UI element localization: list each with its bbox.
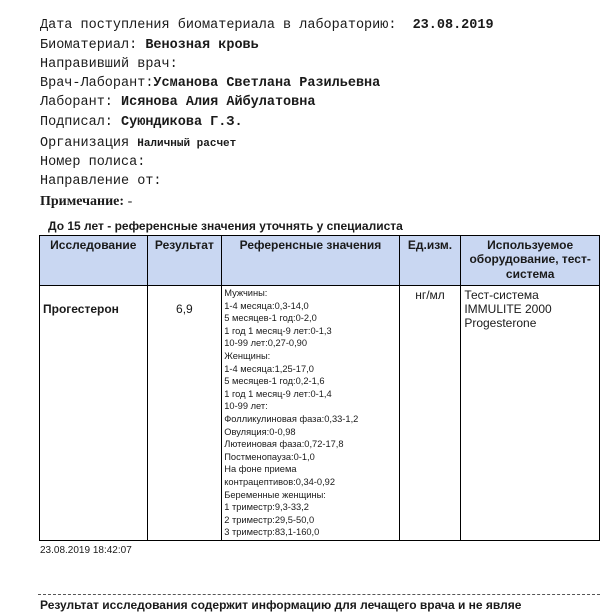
receipt-date-line xyxy=(40,19,494,33)
receipt-date-label: Дата поступления биоматериала в лабораторию: xyxy=(40,18,397,33)
cell-result: 6,9 xyxy=(147,286,222,541)
reference-line: 10-99 лет:0,27-0,90 xyxy=(224,338,308,349)
reference-line: 5 месяцев-1 год:0-2,0 xyxy=(224,313,317,324)
header-test: Исследование xyxy=(40,236,148,286)
direction-label: Направление от: xyxy=(40,174,162,189)
biomaterial-label: Биоматериал: xyxy=(40,38,138,53)
lab-assistant-value: Исянова Алия Айбулатовна xyxy=(121,95,316,110)
organization-line xyxy=(40,137,236,151)
referring-doctor-line xyxy=(40,58,178,72)
biomaterial-value: Венозная кровь xyxy=(145,38,259,53)
table-header-row xyxy=(40,236,600,286)
organization-label: Организация xyxy=(40,136,130,151)
signed-line xyxy=(40,116,243,130)
lab-doctor-label: Врач-Лаборант: xyxy=(40,76,154,91)
note-label: Примечание: xyxy=(40,194,125,209)
table-row xyxy=(40,286,600,541)
reference-line: Беременные женщины: xyxy=(224,489,326,500)
reference-line: 2 триместр:29,5-50,0 xyxy=(224,514,315,525)
reference-line: Постменопауза:0-1,0 xyxy=(224,451,315,462)
header-result: Результат xyxy=(147,236,222,286)
reference-line: 1-4 месяца:1,25-17,0 xyxy=(224,363,314,374)
signed-label: Подписал: xyxy=(40,115,113,130)
organization-value: Наличный расчет xyxy=(137,138,237,150)
reference-line: Мужчины: xyxy=(224,288,268,298)
referring-doctor-label: Направивший врач: xyxy=(40,57,178,72)
footer-disclaimer: Результат исследования содержит информацию для лечащего врача и не являе xyxy=(40,598,522,612)
print-timestamp: 23.08.2019 18:42:07 xyxy=(40,545,132,556)
policy-label: Номер полиса: xyxy=(40,155,146,170)
table-caption: До 15 лет - референсные значения уточнять у специалиста xyxy=(48,219,403,233)
reference-line: 1-4 месяца:0,3-14,0 xyxy=(224,300,309,311)
reference-line: 10-99 лет: xyxy=(224,401,268,412)
reference-line: 1 триместр:9,3-33,2 xyxy=(224,502,309,513)
reference-line: 1 год 1 месяц-9 лет:0-1,3 xyxy=(224,325,332,336)
biomaterial-line xyxy=(40,39,259,53)
reference-line: На фоне приема xyxy=(224,464,297,475)
reference-list xyxy=(224,287,396,539)
reference-line: 1 год 1 месяц-9 лет:0-1,4 xyxy=(224,388,332,399)
lab-assistant-label: Лаборант: xyxy=(40,95,113,110)
cell-equipment: Тест-система IMMULITE 2000 Progesterone xyxy=(461,286,600,541)
reference-line: Лютеиновая фаза:0,72-17,8 xyxy=(224,439,344,450)
reference-line: 5 месяцев-1 год:0,2-1,6 xyxy=(224,376,325,387)
reference-line: 3 триместр:83,1-160,0 xyxy=(224,527,320,538)
cell-reference xyxy=(222,286,399,541)
reference-line: Женщины: xyxy=(224,350,271,361)
signed-value: Суюндикова Г.З. xyxy=(121,115,243,130)
lab-assistant-line xyxy=(40,96,315,110)
reference-line: Фолликулиновая фаза:0,33-1,2 xyxy=(224,413,359,424)
reference-line: Овуляция:0-0,98 xyxy=(224,426,296,437)
divider xyxy=(38,594,600,595)
header-reference: Референсные значения xyxy=(222,236,399,286)
receipt-date-value: 23.08.2019 xyxy=(412,18,494,33)
results-table xyxy=(39,235,600,541)
cell-unit: нг/мл xyxy=(399,286,461,541)
policy-line xyxy=(40,156,145,170)
header-unit: Ед.изм. xyxy=(399,236,461,286)
direction-line xyxy=(40,175,162,189)
cell-test: Прогестерон xyxy=(40,286,148,541)
note-line xyxy=(40,194,132,210)
lab-doctor-value: Усманова Светлана Разильевна xyxy=(153,76,381,91)
header-equipment: Используемое оборудование, тест-система xyxy=(461,236,600,286)
reference-line: контрацептивов:0,34-0,92 xyxy=(224,476,335,487)
note-value: - xyxy=(127,194,133,209)
lab-doctor-line xyxy=(40,77,380,91)
